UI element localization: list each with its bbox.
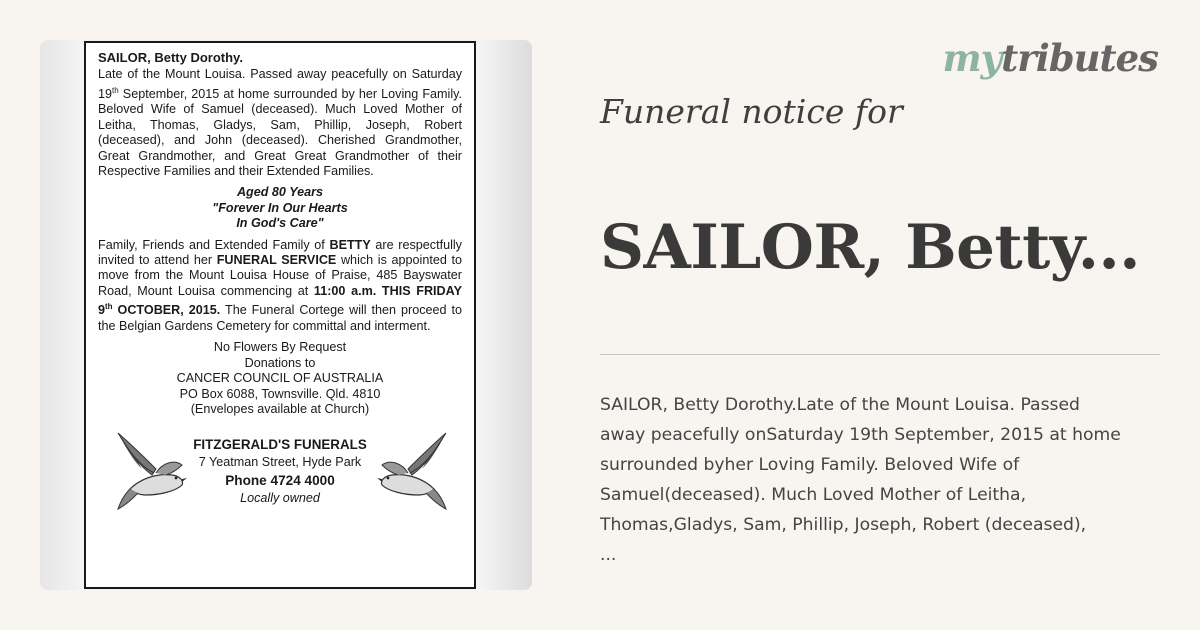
notice-flowers: No Flowers By Request bbox=[213, 340, 347, 355]
funeral-director-name: FITZGERALD'S FUNERALS bbox=[193, 437, 367, 453]
divider bbox=[600, 354, 1160, 355]
newspaper-notice bbox=[84, 41, 476, 589]
notice-para2-c: which is appointed to move from the Mount Louisa House of Praise, 485 Bayswater Road, Mount Louisa commencing at bbox=[98, 253, 463, 298]
excerpt-line: ... bbox=[600, 545, 617, 565]
notice-excerpt bbox=[600, 390, 1195, 570]
excerpt-line: Thomas,Gladys, Sam, Phillip, Joseph, Robert (deceased), bbox=[600, 515, 1087, 535]
notice-para2-b: are respectfully invited to attend her bbox=[98, 237, 462, 268]
notice-quote-line-1: "Forever In Our Hearts bbox=[212, 200, 348, 215]
notice-pobox: PO Box 6088, Townsville. Qld. 4810 bbox=[179, 386, 381, 401]
notice-para2-sup: th bbox=[105, 302, 113, 312]
mytributes-logo[interactable] bbox=[942, 36, 1158, 80]
notice-para2-date: OCTOBER, 2015. bbox=[112, 303, 221, 318]
funeral-director-block bbox=[98, 435, 462, 525]
notice-donations: Donations to bbox=[244, 355, 316, 370]
notice-para2-service: FUNERAL SERVICE bbox=[216, 253, 337, 268]
notice-para1-a: Late of the Mount Louisa. Passed away peacefully on Saturday 19 bbox=[98, 67, 462, 101]
funeral-director-phone: Phone 4724 4000 bbox=[225, 473, 335, 489]
excerpt-line: SAILOR, Betty Dorothy.Late of the Mount Louisa. Passed bbox=[600, 395, 1080, 415]
notice-para1-b: September, 2015 at home surrounded by her Loving Family. Beloved Wife of Samuel (deceased). Much Loved Mother of Leitha, Thomas, Gladys, Sam, Phillip, Joseph, Robert (deceased), and John (deceased). Cherished Grandmother, Great Grandmother, and Great Great Grandmother of their Respective Families and their Extended Families. bbox=[98, 87, 462, 179]
dove-right-icon bbox=[376, 429, 448, 511]
excerpt-line: surrounded byher Loving Family. Beloved Wife of bbox=[600, 455, 1020, 475]
notice-para2-time: 11:00 a.m. THIS FRIDAY 9 bbox=[98, 283, 462, 318]
notice-aged: Aged 80 Years bbox=[236, 185, 324, 200]
notice-name: SAILOR, Betty Dorothy. bbox=[98, 50, 243, 65]
funeral-notice-image bbox=[40, 40, 532, 590]
logo-part-tributes: tributes bbox=[1001, 36, 1158, 80]
funeral-director-address: 7 Yeatman Street, Hyde Park bbox=[198, 455, 362, 470]
notice-subtitle: Funeral notice for bbox=[600, 92, 903, 131]
clip-shadow-right bbox=[476, 40, 532, 590]
clip-shadow-left bbox=[40, 40, 84, 590]
notice-quote-line-2: In God's Care" bbox=[236, 216, 324, 231]
notice-paragraph-1 bbox=[98, 67, 462, 179]
notice-envelopes: (Envelopes available at Church) bbox=[190, 401, 370, 416]
funeral-director-owned: Locally owned bbox=[240, 491, 320, 506]
deceased-name-title: SAILOR, Betty... bbox=[600, 212, 1140, 283]
notice-para2-a: Family, Friends and Extended Family of bbox=[98, 237, 330, 252]
excerpt-line: Samuel(deceased). Much Loved Mother of Leitha, bbox=[600, 485, 1027, 505]
notice-charity: CANCER COUNCIL OF AUSTRALIA bbox=[176, 371, 384, 386]
logo-part-my: my bbox=[942, 36, 1002, 80]
notice-para1-sup: th bbox=[112, 85, 119, 95]
excerpt-line: away peacefully onSaturday 19th September, 2015 at home bbox=[600, 425, 1121, 445]
notice-para2-betty: BETTY bbox=[329, 237, 371, 252]
notice-para2-d: The Funeral Cortege will then proceed to the Belgian Gardens Cemetery for committal and interment. bbox=[98, 303, 462, 333]
notice-paragraph-2 bbox=[98, 238, 462, 335]
dove-left-icon bbox=[116, 429, 188, 511]
